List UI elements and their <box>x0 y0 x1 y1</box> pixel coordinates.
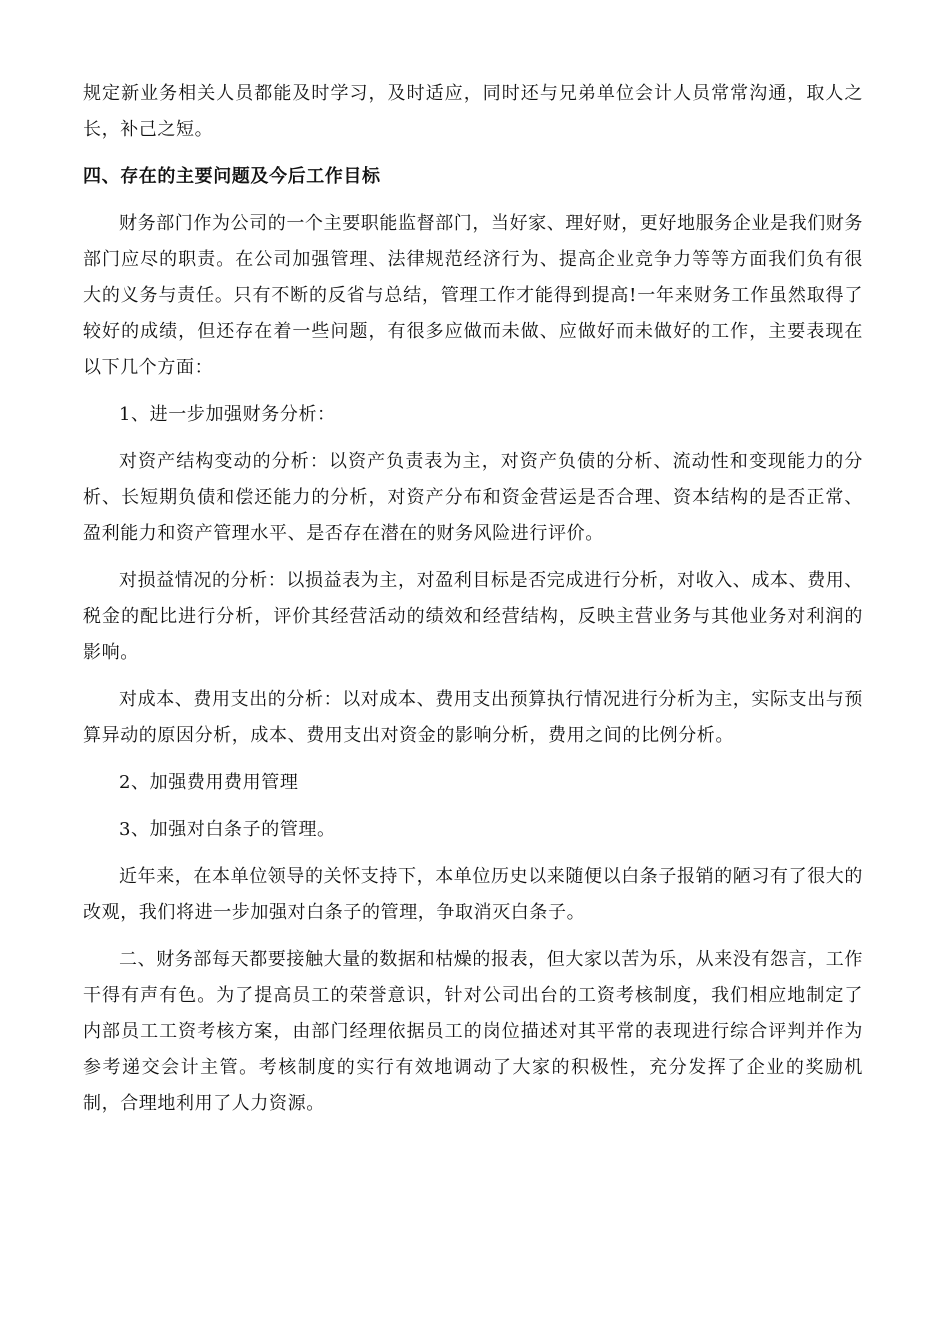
paragraph-continuation: 规定新业务相关人员都能及时学习，及时适应，同时还与兄弟单位会计人员常常沟通，取人之长，补己之短。 <box>83 83 863 140</box>
list-item-receipt-management: 3、加强对白条子的管理。 <box>119 819 336 840</box>
section-heading-problems-goals: 四、存在的主要问题及今后工作目标 <box>83 166 381 187</box>
paragraph-intro: 财务部门作为公司的一个主要职能监督部门，当好家、理好财，更好地服务企业是我们财务部门应尽的职责。在公司加强管理、法律规范经济行为、提高企业竞争力等等方面我们负有很大的义务与责任。只有不断的反省与总结，管理工作才能得到提高!一年来财务工作虽然取得了较好的成绩，但还存在着一些问题，有很多应做而未做、应做好而未做好的工作，主要表现在以下几个方面： <box>83 213 863 378</box>
paragraph-staff-assessment: 二、财务部每天都要接触大量的数据和枯燥的报表，但大家以苦为乐，从来没有怨言，工作干得有声有色。为了提高员工的荣誉意识，针对公司出台的工资考核制度，我们相应地制定了内部员工工资考核方案，由部门经理依据员工的岗位描述对其平常的表现进行综合评判并作为参考递交会计主管。考核制度的实行有效地调动了大家的积极性，充分发挥了企业的奖励机制，合理地利用了人力资源。 <box>83 949 863 1114</box>
paragraph-receipt-improvement: 近年来，在本单位领导的关怀支持下，本单位历史以来随便以白条子报销的陋习有了很大的改观，我们将进一步加强对白条子的管理，争取消灭白条子。 <box>83 866 863 923</box>
list-item-financial-analysis: 1、进一步加强财务分析： <box>119 404 336 425</box>
paragraph-asset-analysis: 对资产结构变动的分析：以资产负责表为主，对资产负债的分析、流动性和变现能力的分析、长短期负债和偿还能力的分析，对资产分布和资金营运是否合理、资本结构的是否正常、盈利能力和资产管理水平、是否存在潜在的财务风险进行评价。 <box>83 451 863 544</box>
paragraph-profit-loss-analysis: 对损益情况的分析：以损益表为主，对盈利目标是否完成进行分析，对收入、成本、费用、税金的配比进行分析，评价其经营活动的绩效和经营结构，反映主营业务与其他业务对利润的影响。 <box>83 570 863 663</box>
document-body <box>83 76 863 1122</box>
paragraph-cost-analysis: 对成本、费用支出的分析：以对成本、费用支出预算执行情况进行分析为主，实际支出与预算异动的原因分析，成本、费用支出对资金的影响分析，费用之间的比例分析。 <box>83 689 863 746</box>
list-item-expense-management: 2、加强费用费用管理 <box>119 772 299 793</box>
